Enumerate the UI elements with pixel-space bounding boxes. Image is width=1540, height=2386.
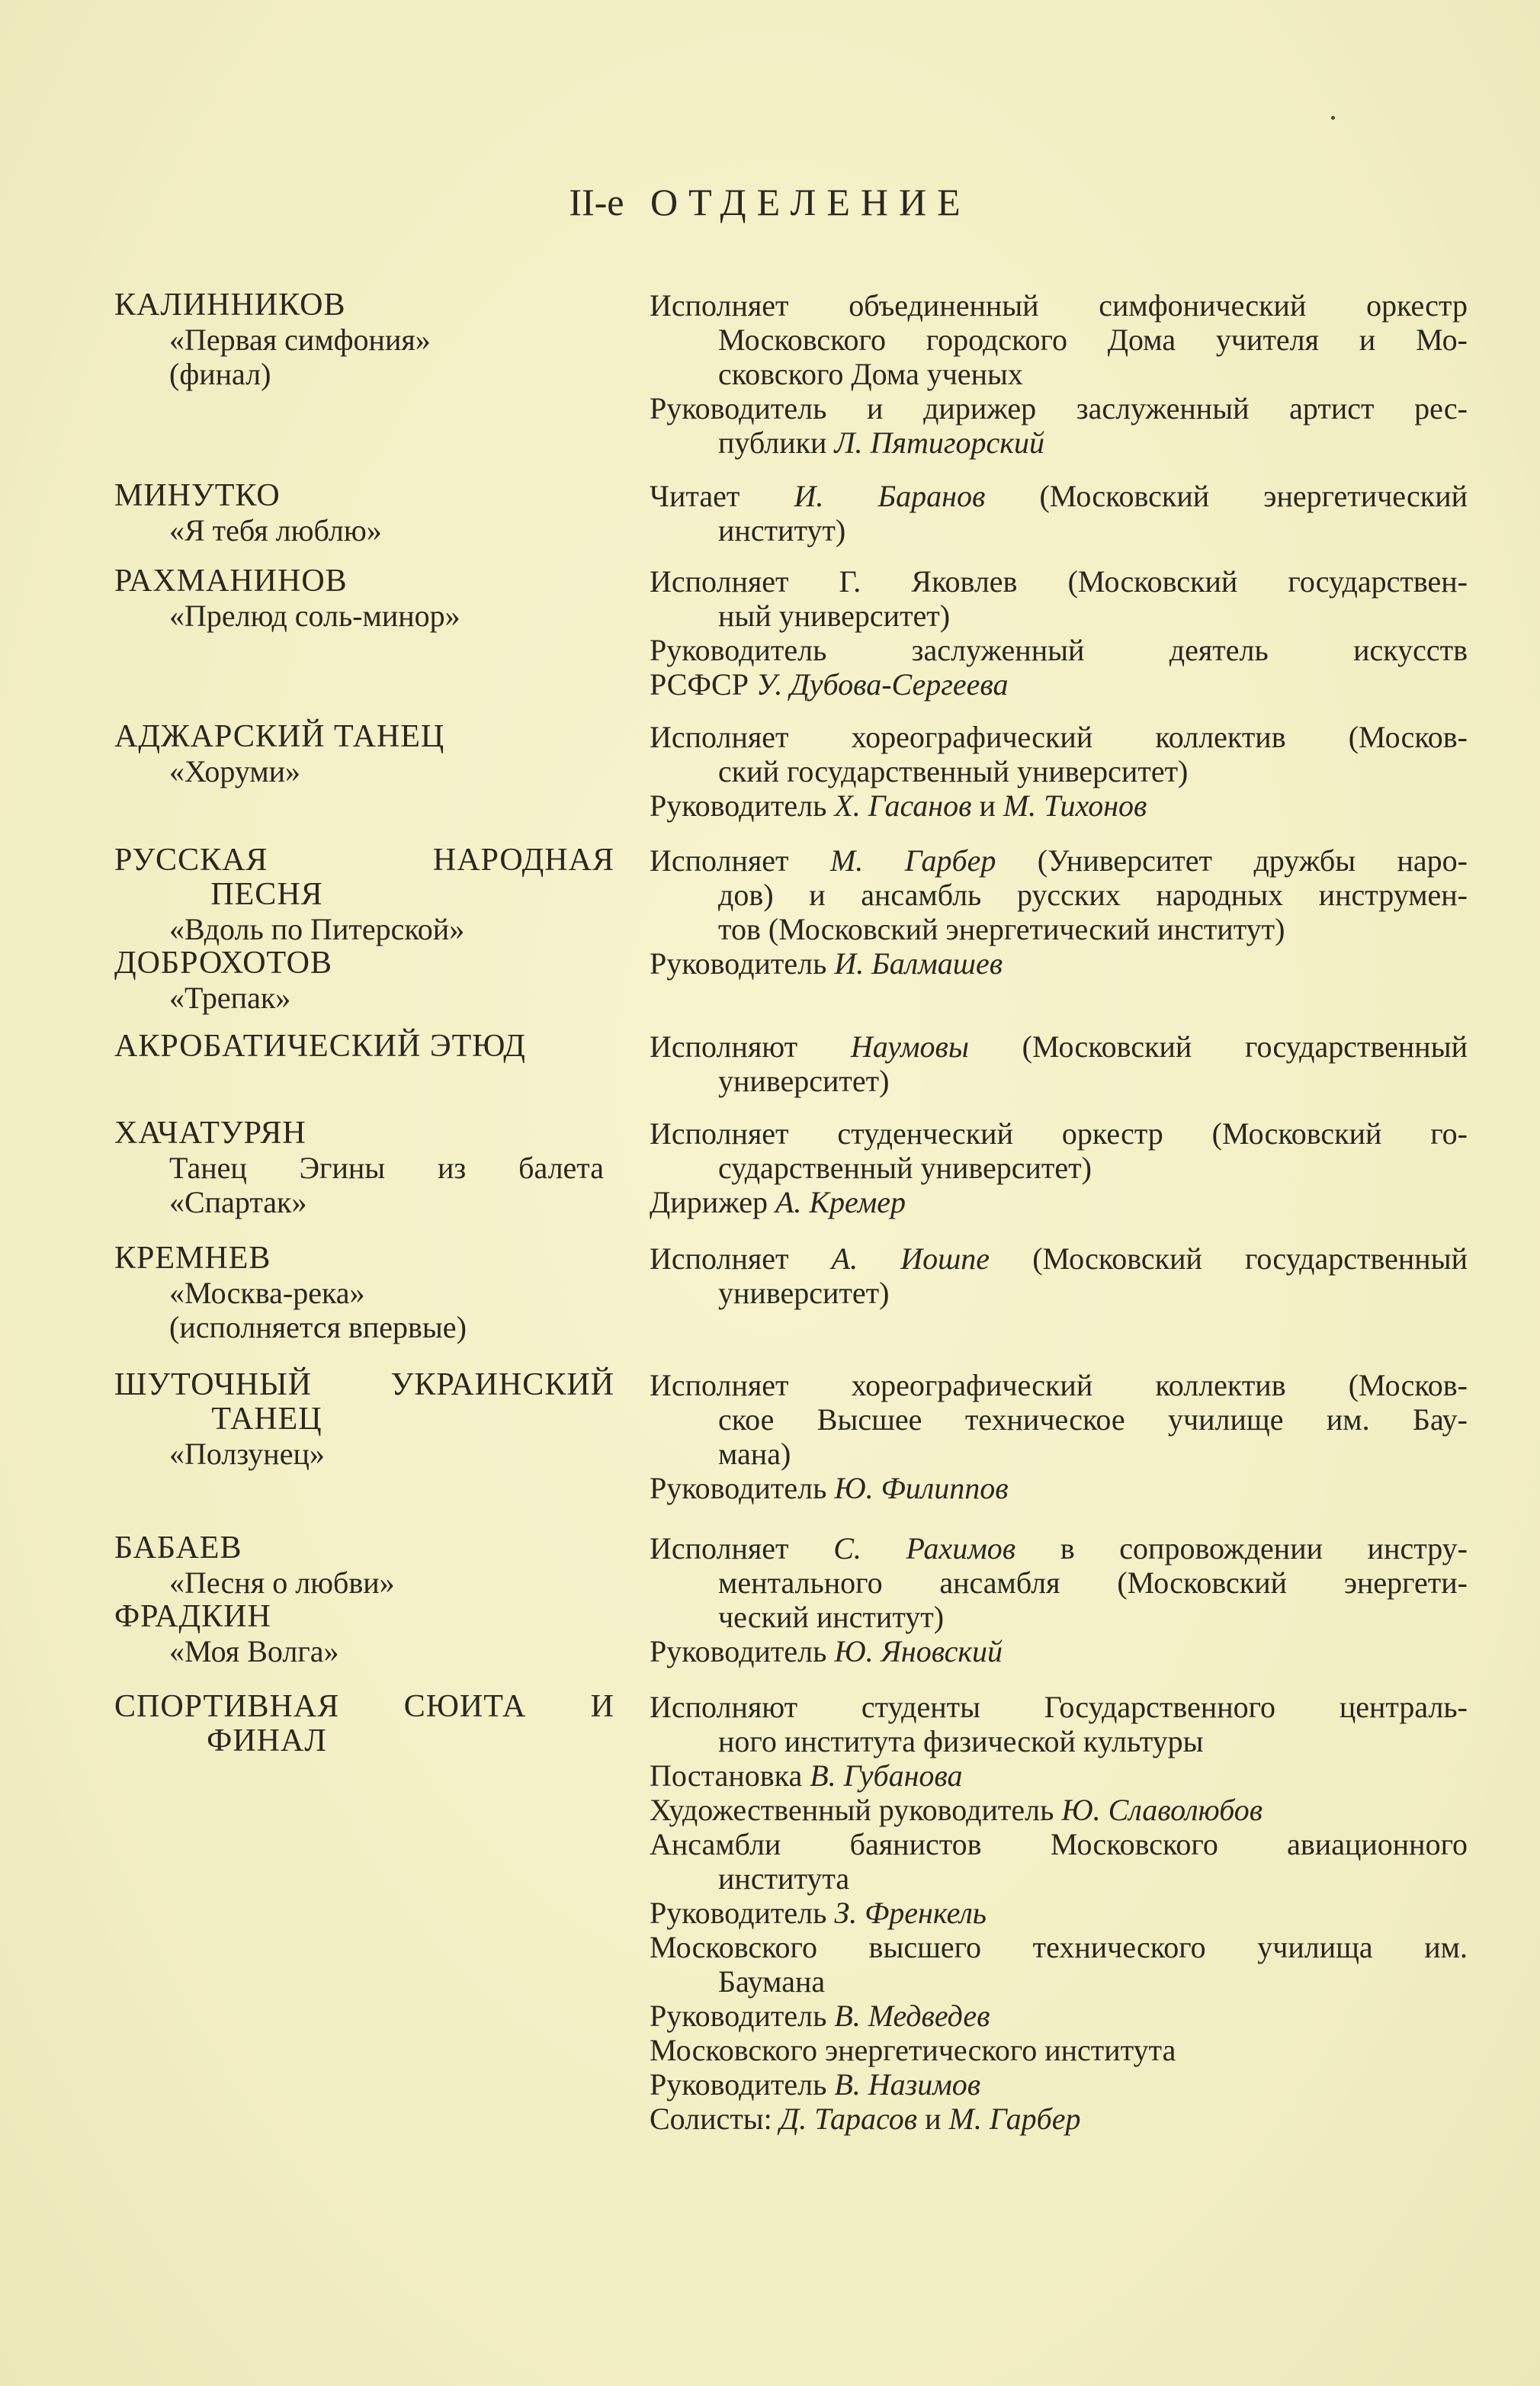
performer-line	[650, 323, 1468, 357]
work-heading: МИНУТКО	[114, 478, 281, 513]
program-item-title	[114, 1116, 618, 1219]
work-heading: РАХМАНИНОВ	[114, 564, 348, 599]
line-text: Художественный руководитель	[650, 1793, 1062, 1827]
work-heading: АДЖАРСКИЙ ТАНЕЦ	[114, 719, 445, 754]
performer-line	[650, 288, 1468, 323]
performer-info	[650, 479, 1468, 548]
performer-line	[650, 1861, 1468, 1896]
line-text: и	[971, 788, 1003, 823]
line-text: Московского энергетического института	[650, 2033, 1176, 2067]
person-name: М. Тихонов	[1003, 788, 1147, 823]
program-item-title	[114, 564, 618, 633]
program-item-title	[114, 843, 618, 1015]
performer-line	[650, 1690, 1468, 1724]
person-name: И. Балмашев	[834, 946, 1003, 981]
performer-info	[650, 1531, 1468, 1668]
person-name: Ю. Славолюбов	[1061, 1793, 1263, 1827]
line-text: и	[917, 2102, 949, 2136]
performer-line	[650, 1600, 1468, 1634]
line-text: Московского высшего технического училища им.	[650, 1930, 1468, 1964]
performer-info	[650, 1368, 1468, 1505]
program-item-title	[114, 1241, 618, 1344]
line-text: Солисты:	[650, 2102, 780, 2136]
line-text: ного института физической культуры	[718, 1724, 1204, 1758]
work-subtitle: «Москва-река»	[169, 1276, 365, 1310]
performer-info	[650, 1029, 1468, 1098]
performer-line	[650, 843, 1468, 878]
work-heading: СПОРТИВНАЯ СЮИТА И	[114, 1689, 614, 1724]
line-text: (Московский государственный	[990, 1241, 1468, 1276]
performer-line	[650, 1827, 1468, 1861]
work-subtitle: «Прелюд соль-минор»	[169, 599, 460, 633]
work-heading: ШУТОЧНЫЙ УКРАИНСКИЙ	[114, 1367, 614, 1402]
line-text: Руководитель	[650, 2067, 835, 2102]
person-name: У. Дубова-Сергеева	[756, 667, 1009, 702]
performer-info	[650, 1241, 1468, 1310]
performer-line	[650, 1185, 1468, 1219]
line-text: ментального ансамбля (Московский энергети-	[718, 1566, 1468, 1600]
performer-line	[650, 1029, 1468, 1064]
line-text: Постановка	[650, 1758, 810, 1793]
line-text: Руководитель	[650, 1999, 835, 2033]
work-subtitle: (исполняется впервые)	[169, 1310, 467, 1344]
work-subtitle: Танец Эгины из балета	[169, 1151, 604, 1185]
performer-line	[650, 1116, 1468, 1151]
performer-info	[650, 288, 1468, 460]
person-name: А. Иошпе	[831, 1241, 990, 1276]
line-text: Руководитель	[650, 946, 835, 981]
line-text: Исполняет	[650, 843, 830, 878]
line-text: университет)	[718, 1064, 890, 1098]
performer-line	[650, 599, 1468, 633]
performer-line	[650, 2033, 1468, 2067]
work-subtitle: «Хоруми»	[169, 754, 301, 788]
performer-line	[650, 1064, 1468, 1098]
line-text: Исполняют	[650, 1029, 851, 1064]
performer-line	[650, 1566, 1468, 1600]
work-heading: ПЕСНЯ	[210, 877, 323, 912]
person-name: М. Гарбер	[948, 2102, 1081, 2136]
program-item-title	[114, 479, 618, 548]
work-subtitle: (финал)	[169, 357, 271, 391]
line-text: мана)	[718, 1437, 791, 1471]
person-name: В. Губанова	[810, 1758, 963, 1793]
work-heading: АКРОБАТИЧЕСКИЙ ЭТЮД	[114, 1029, 526, 1064]
performer-line	[650, 425, 1468, 460]
line-text: Исполняет хореографический коллектив (Москов-	[650, 720, 1468, 754]
performer-line	[650, 633, 1468, 667]
person-name: В. Назимов	[834, 2067, 981, 2102]
performer-line	[650, 1964, 1468, 1999]
performer-line	[650, 2102, 1468, 2136]
performer-line	[650, 1276, 1468, 1310]
performer-line	[650, 2067, 1468, 2102]
performer-line	[650, 564, 1468, 599]
line-text: Руководитель	[650, 1471, 835, 1505]
person-name: Наумовы	[850, 1029, 969, 1064]
performer-line	[650, 1999, 1468, 2033]
performer-line	[650, 1241, 1468, 1276]
line-text: в сопровождении инстру-	[1015, 1531, 1468, 1566]
performer-line	[650, 513, 1468, 548]
performer-line	[650, 1151, 1468, 1185]
work-heading: ФИНАЛ	[207, 1723, 327, 1758]
line-text: Исполняет объединенный симфонический оркестр	[650, 288, 1468, 323]
person-name: И. Баранов	[794, 479, 986, 513]
person-name: М. Гарбер	[829, 843, 996, 878]
performer-info	[650, 1690, 1468, 2136]
program-item-title	[114, 1368, 618, 1471]
line-text: ский государственный университет)	[718, 754, 1189, 788]
person-name: З. Френкель	[834, 1896, 987, 1930]
line-text: (Московский энергетический	[985, 479, 1468, 513]
line-text: Руководитель	[650, 1634, 835, 1668]
section-number: II-е	[569, 181, 624, 223]
performer-line	[650, 754, 1468, 788]
performer-line	[650, 1896, 1468, 1930]
person-name: Д. Тарасов	[779, 2102, 918, 2136]
performer-line	[650, 1368, 1468, 1402]
performer-info	[650, 564, 1468, 702]
performer-line	[650, 946, 1468, 981]
performer-info	[650, 843, 1468, 981]
work-subtitle: «Я тебя люблю»	[169, 513, 382, 548]
line-text: университет)	[718, 1276, 890, 1310]
work-subtitle: «Первая симфония»	[169, 323, 431, 357]
line-text: Руководитель заслуженный деятель искусств	[650, 633, 1468, 667]
work-subtitle: «Вдоль по Питерской»	[169, 912, 465, 946]
program-item-title	[114, 1029, 618, 1064]
work-heading: КАЛИННИКОВ	[114, 287, 346, 323]
person-name: С. Рахимов	[833, 1531, 1016, 1566]
line-text: Исполняет	[650, 1241, 832, 1276]
work-heading: БАБАЕВ	[114, 1530, 242, 1566]
line-text: сковского Дома ученых	[718, 357, 1023, 391]
work-subtitle: «Моя Волга»	[169, 1634, 339, 1668]
line-text: института	[718, 1861, 850, 1896]
performer-info	[650, 720, 1468, 823]
person-name: Ю. Яновский	[834, 1634, 1003, 1668]
line-text: Руководитель и дирижер заслуженный артист рес-	[650, 391, 1468, 425]
performer-line	[650, 1402, 1468, 1437]
performer-line	[650, 1758, 1468, 1793]
work-heading: КРЕМНЕВ	[114, 1241, 271, 1276]
line-text: Руководитель	[650, 788, 835, 823]
person-name: Л. Пятигорский	[834, 425, 1044, 460]
performer-line	[650, 1724, 1468, 1758]
line-text: ское Высшее техническое училище им. Бау-	[718, 1402, 1468, 1437]
work-heading: ФРАДКИН	[114, 1599, 271, 1634]
line-text: Ансамбли баянистов Московского авиационного	[650, 1827, 1468, 1861]
speck-mark	[1331, 116, 1335, 120]
work-subtitle: «Песня о любви»	[169, 1566, 395, 1600]
line-text: Исполняет	[650, 1531, 834, 1566]
line-text: (Университет дружбы наро-	[996, 843, 1468, 878]
performer-line	[650, 357, 1468, 391]
person-name: Ю. Филиппов	[834, 1471, 1009, 1505]
work-heading: ДОБРОХОТОВ	[114, 946, 332, 981]
line-text: Исполняет Г. Яковлев (Московский государствен-	[650, 564, 1468, 599]
line-text: дов) и ансамбль русских народных инструмен-	[718, 878, 1468, 912]
performer-line	[650, 878, 1468, 912]
line-text: Исполняет хореографический коллектив (Москов-	[650, 1368, 1468, 1402]
performer-line	[650, 1634, 1468, 1668]
performer-line	[650, 1531, 1468, 1566]
line-text: институт)	[718, 513, 846, 548]
work-heading: ТАНЕЦ	[211, 1402, 322, 1437]
person-name: В. Медведев	[834, 1999, 990, 2033]
performer-line	[650, 1437, 1468, 1471]
line-text: РСФСР	[650, 667, 756, 702]
section-heading	[0, 180, 1540, 224]
performer-line	[650, 1471, 1468, 1505]
program-item-title	[114, 288, 618, 391]
performer-line	[650, 720, 1468, 754]
performer-line	[650, 1930, 1468, 1964]
performer-info	[650, 1116, 1468, 1219]
work-subtitle: «Ползунец»	[169, 1437, 325, 1471]
line-text: Дирижер	[650, 1185, 775, 1219]
performer-line	[650, 667, 1468, 702]
work-subtitle: «Трепак»	[169, 981, 291, 1015]
line-text: ный университет)	[718, 599, 951, 633]
line-text: Исполняют студенты Государственного централь-	[650, 1690, 1468, 1724]
person-name: Х. Гасанов	[834, 788, 972, 823]
program-item-title	[114, 1690, 618, 1758]
line-text: Читает	[650, 479, 794, 513]
performer-line	[650, 912, 1468, 946]
line-text: тов (Московский энергетический институт)	[718, 912, 1285, 946]
line-text: публики	[718, 425, 835, 460]
work-subtitle: «Спартак»	[169, 1185, 307, 1219]
line-text: (Московский государственный	[968, 1029, 1468, 1064]
program-item-title	[114, 1531, 618, 1668]
program-item-title	[114, 720, 618, 788]
line-text: Руководитель	[650, 1896, 835, 1930]
section-title: ОТДЕЛЕНИЕ	[650, 181, 971, 223]
performer-line	[650, 391, 1468, 425]
line-text: Баумана	[718, 1964, 826, 1999]
work-heading: РУССКАЯ НАРОДНАЯ	[114, 843, 614, 878]
performer-line	[650, 479, 1468, 513]
line-text: Московского городского Дома учителя и Мо-	[718, 323, 1468, 357]
work-heading: ХАЧАТУРЯН	[114, 1116, 306, 1151]
performer-line	[650, 788, 1468, 823]
line-text: сударственный университет)	[718, 1151, 1092, 1185]
line-text: Исполняет студенческий оркестр (Московский го-	[650, 1116, 1468, 1151]
person-name: А. Кремер	[775, 1185, 906, 1219]
line-text: ческий институт)	[718, 1600, 945, 1634]
performer-line	[650, 1793, 1468, 1827]
